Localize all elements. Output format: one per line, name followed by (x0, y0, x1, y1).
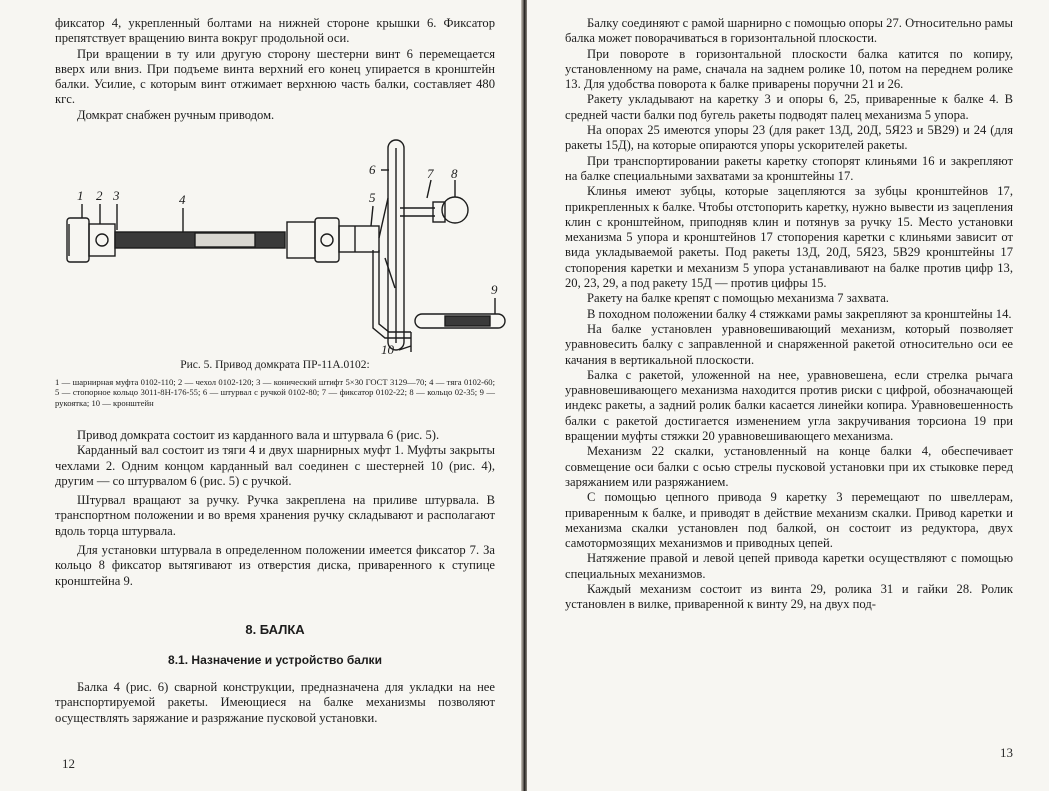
figure-label: 4 (179, 192, 186, 207)
section-title: 8. БАЛКА (245, 622, 305, 637)
paragraph: Механизм 22 скалки, установленный на конце балки 4, обеспечивает совмещение оси балки с осью стрелы пусковой установки при их стыковке перед заряжанием или разряжанием. (565, 444, 1013, 489)
left-top-text (55, 16, 495, 123)
paragraph: При повороте в горизонтальной плоскости балка катится по копиру, установленному на раме, сначала на заднем ролике 10, потом на переднем ролике 13. Для удобства поворота к балке приварены поручни 21 и 26. (565, 46, 1013, 92)
figure-label: 2 (96, 188, 103, 203)
subsection-title: 8.1. Назначение и устройство балки (168, 653, 382, 667)
page-number: 12 (62, 756, 75, 771)
figure-label: 7 (427, 166, 434, 181)
paragraph: Карданный вал состоит из тяги 4 и двух шарнирных муфт 1. Муфты закрыты чехлами 2. Одним концом карданный вал соединен с шестерней 10 (рис. 4), другим — со штурвалом 6 (рис. 5) с ручкой. (55, 443, 495, 488)
paragraph: фиксатор 4, укрепленный болтами на нижней стороне крышки 6. Фиксатор препятствует вращению винта вокруг продольной оси. (55, 16, 495, 46)
paragraph: Клинья имеют зубцы, которые зацепляются за зубцы кронштейнов 17, прикрепленных к балке. Чтобы отстопорить каретку, нужно вывести из зацепления клин с кронштейном, приподняв клин и потянув за ручку 15. Место установки механизма 5 упора и кронштейнов 17 стопорения каретки с клиньями зависит от вида укладываемой ракеты. Под ракеты 13Д, 20Д, 5Я23, 5В29 кронштейны 17 стопорения каретки и механизм 5 упора устанавливают на балке против цифр 13, 20, 23, 29, а под ракету 15Д — против цифры 15. (565, 184, 1013, 291)
paragraph: Для установки штурвала в определенном положении имеется фиксатор 7. За кольцо 8 фиксатор вытягивают из отверстия диска, приваренного к ступице кронштейна 9. (55, 543, 495, 588)
figure-caption-title: Рис. 5. Привод домкрата ПР-11А.0102: (180, 359, 370, 371)
figure-label: 1 (77, 188, 84, 203)
figure-label: 3 (113, 188, 120, 203)
paragraph: С помощью цепного привода 9 каретку 3 перемещают по швеллерам, приваренным к балке, и приводят в действие механизм скалки. Привод каретки и механизма скалки установлен под балкой, он состоит из редуктора, двух самотормозящих механизмов и приводных цепей. (565, 490, 1013, 551)
jack-drive-figure (55, 138, 515, 358)
figure-label: 9 (491, 282, 498, 297)
left-page (0, 0, 522, 791)
paragraph: Домкрат снабжен ручным приводом. (77, 107, 275, 122)
paragraph: В походном положении балку 4 стяжками рамы закрепляют за кронштейны 14. (587, 306, 1012, 321)
page-number: 13 (1000, 745, 1013, 760)
figure-label: 8 (451, 166, 458, 181)
paragraph: Балка 4 (рис. 6) сварной конструкции, предназначена для укладки на нее транспортируемой ракеты. Имеющиеся на балке механизмы позволяют осуществлять заряжание и разряжание пусковой установки. (55, 680, 495, 725)
paragraph: На опорах 25 имеются упоры 23 (для ракет 13Д, 20Д, 5Я23 и 5В29) и 24 (для ракеты 15Д), на которые опираются упоры ускорителей ракеты. (565, 123, 1013, 153)
left-bottom-text (55, 680, 495, 726)
paragraph: Штурвал вращают за ручку. Ручка закреплена на приливе штурвала. В транспортном положении и во время хранения ручку складывают и располагают вдоль торца штурвала. (55, 493, 495, 538)
figure-caption-body: 1 — шарнирная муфта 0102-110; 2 — чехол 0102-120; 3 — конический штифт 5×30 ГОСТ 3129—70; 4 — тяга 0102-60; 5 — стопорное кольцо 3011-8Н-176-55; 6 — штурвал с ручкой 0102-80; 7 — фиксатор 0102-22; 8 — кольцо 02-35; 9 — рукоятка; 10 — кронштейн (55, 377, 495, 408)
paragraph: Ракету на балке крепят с помощью механизма 7 захвата. (587, 291, 889, 306)
paragraph: На балке установлен уравновешивающий механизм, который позволяет уравновесить балку с заправленной и снаряженной ракетой относительно оси ее качания в вертикальной плоскости. (565, 321, 1013, 367)
figure-label: 6 (369, 162, 376, 177)
paragraph: При транспортировании ракеты каретку стопорят клиньями 16 и закрепляют на балке специальными захватами за кронштейны 17. (565, 153, 1013, 183)
right-page-text (565, 16, 1013, 613)
paragraph: Балку соединяют с рамой шарнирно с помощью опоры 27. Относительно рамы балка может поворачиваться в горизонтальной плоскости. (565, 16, 1013, 46)
figure-label: 5 (369, 190, 376, 205)
paragraph: Натяжение правой и левой цепей привода каретки осуществляют с помощью специальных механизмов. (565, 551, 1013, 581)
paragraph: Каждый механизм состоит из винта 29, ролика 31 и гайки 28. Ролик установлен в вилке, приваренной к винту 29, на двух под- (565, 581, 1013, 612)
left-mid-text (55, 428, 495, 589)
paragraph: Привод домкрата состоит из карданного вала и штурвала 6 (рис. 5). (77, 428, 440, 442)
paragraph: При вращении в ту или другую сторону шестерни винт 6 перемещается вверх или вниз. При подъеме винта верхний его конец упирается в кронштейн балки. Усилие, с которым винт отжимает верхнюю часть балки, составляет 480 кгс. (55, 46, 495, 107)
paragraph: Ракету укладывают на каретку 3 и опоры 6, 25, приваренные к балке 4. В средней части балки под бугель ракеты подводят палец механизма 5 упора. (565, 92, 1013, 122)
paragraph: Балка с ракетой, уложенной на нее, уравновешена, если стрелка рычага уравновешивающего механизма находится против риски с цифрой, обозначающей индекс ракеты, а задний ролик балки касается линейки копира. Уравновешенность балки с ракетой достигается изменением угла закручивания торсиона 19 при вращении муфты стяжки 20 уравновешивающего механизма. (565, 367, 1013, 444)
figure-label: 10 (381, 342, 394, 357)
